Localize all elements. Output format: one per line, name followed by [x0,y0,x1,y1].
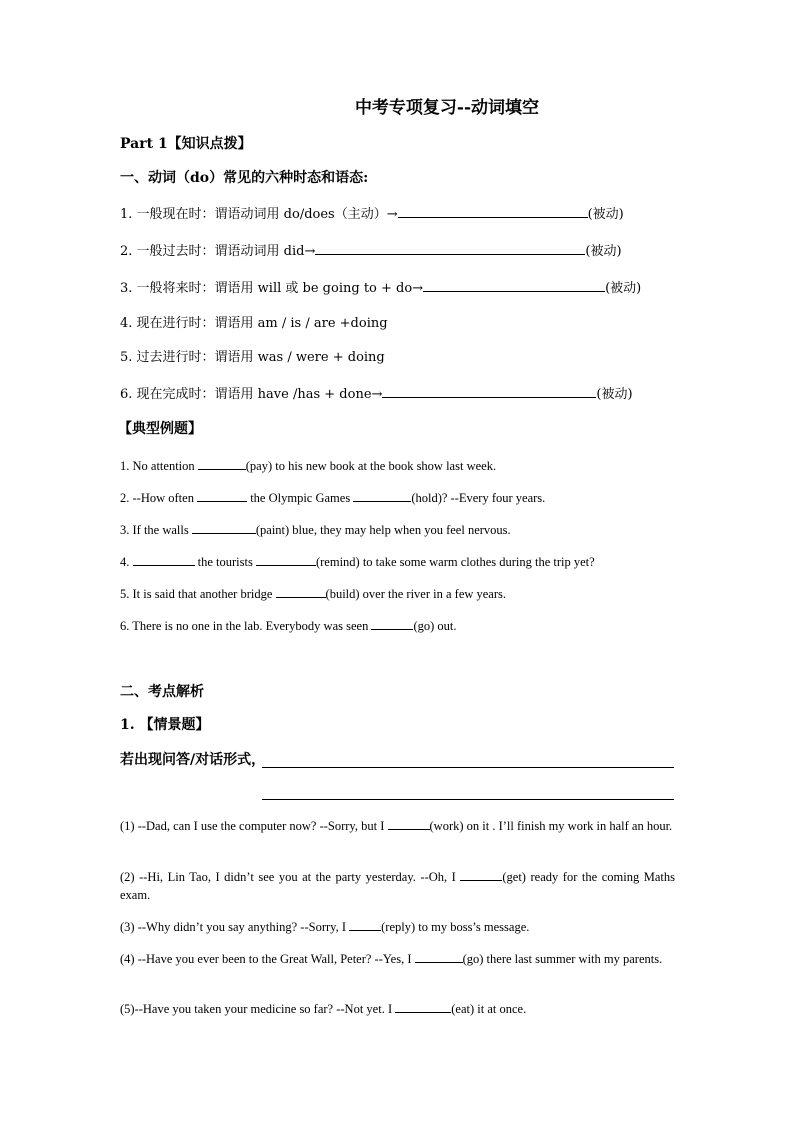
answer-blank[interactable] [415,950,463,963]
tense-item: 5. 过去进行时：谓语用 was / were + doing [120,350,385,365]
answer-blank[interactable] [398,205,588,218]
tense-item: 2. 一般过去时：谓语动词用 did→ (被动) [120,244,622,259]
part1-heading: Part 1【知识点拨】 [120,136,252,152]
answer-blank[interactable] [388,817,430,830]
answer-blank[interactable] [353,489,411,502]
answer-blank[interactable] [395,1000,451,1013]
tense-item: 3. 一般将来时：谓语用 will 或 be going to + do→ (被动) [120,281,642,296]
example-item: 1. No attention (pay) to his new book at the book show last week. [120,459,497,473]
section1-heading: 一、动词（do）常见的六种时态和语态: [120,170,369,186]
question-item: (1) --Dad, can I use the computer now? --Sorry, but I (work) on it . I’ll finish my work in half an hour. [120,819,673,833]
scenario-label: 若出现问答/对话形式， [120,752,266,768]
sub1-heading: 1. 【情景题】 [120,717,210,733]
example-item: 4. the tourists (remind) to take some warm clothes during the trip yet? [120,555,595,569]
answer-blank[interactable] [133,553,195,566]
question-item: (5)--Have you taken your medicine so far? --Not yet. I (eat) it at once. [120,1002,527,1016]
answer-blank[interactable] [423,279,605,292]
example-item: 5. It is said that another bridge (build) over the river in a few years. [120,587,507,601]
answer-blank[interactable] [315,242,585,255]
examples-heading: 【典型例题】 [118,421,202,437]
question-item: (4) --Have you ever been to the Great Wall, Peter? --Yes, I (go) there last summer with my parents. [120,952,663,966]
answer-blank[interactable] [197,489,247,502]
answer-blank[interactable] [276,585,326,598]
answer-blank[interactable] [349,918,381,931]
answer-blank[interactable] [460,868,502,881]
section2-heading: 二、考点解析 [120,684,204,700]
question-item: (3) --Why didn’t you say anything? --Sorry, I (reply) to my boss’s message. [120,920,530,934]
tense-item: 1. 一般现在时：谓语动词用 do/does（主动）→ (被动) [120,207,624,222]
answer-blank[interactable] [262,766,674,768]
tense-item: 6. 现在完成时：谓语用 have /has + done→ (被动) [120,387,633,402]
answer-blank[interactable] [192,521,256,534]
example-item: 3. If the walls (paint) blue, they may help when you feel nervous. [120,523,511,537]
page-title: 中考专项复习--动词填空 [354,98,540,118]
tense-item: 4. 现在进行时：谓语用 am / is / are +doing [120,316,388,331]
answer-blank[interactable] [256,553,316,566]
answer-blank[interactable] [371,617,413,630]
example-item: 2. --How often the Olympic Games (hold)? --Every four years. [120,491,546,505]
answer-blank[interactable] [382,385,596,398]
example-item: 6. There is no one in the lab. Everybody was seen (go) out. [120,619,457,633]
question-item: (2) --Hi, Lin Tao, I didn’t see you at the party yesterday. --Oh, I (get) ready for the coming Maths exam. [120,870,675,902]
answer-blank[interactable] [198,457,246,470]
answer-blank[interactable] [262,798,674,800]
